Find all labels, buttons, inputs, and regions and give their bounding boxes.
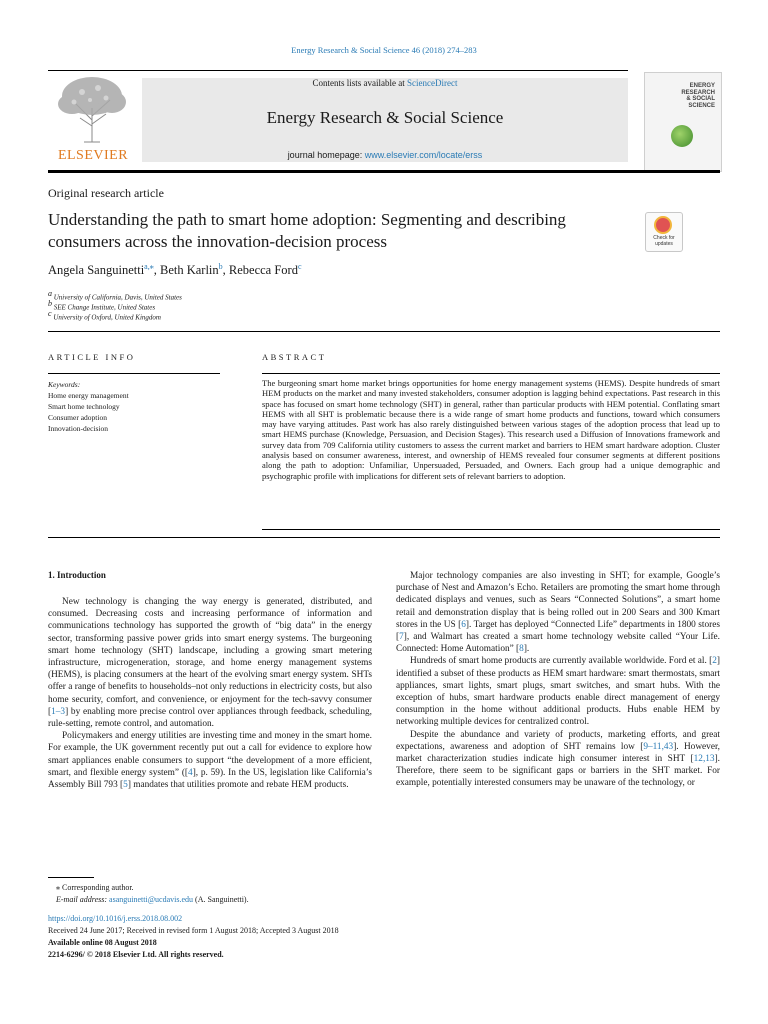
elsevier-logo[interactable] bbox=[48, 74, 138, 164]
right-column bbox=[396, 570, 720, 790]
article-title: Understanding the path to smart home adoption: Segmenting and describing consumers across the innovation-decision process bbox=[48, 210, 566, 251]
journal-banner bbox=[142, 78, 628, 162]
author-email-link[interactable]: asanguinetti@ucdavis.edu bbox=[109, 895, 194, 904]
author-affiliation-mark[interactable]: a,⁎ bbox=[144, 262, 154, 271]
contents-availability: Contents lists available at ScienceDirect bbox=[312, 78, 458, 88]
reference-link[interactable]: 4 bbox=[188, 767, 193, 778]
abstract-bottom-divider bbox=[262, 529, 720, 530]
keyword: Innovation-decision bbox=[48, 424, 108, 433]
keywords-label: Keywords: bbox=[48, 380, 81, 389]
author-affiliation-mark[interactable]: b bbox=[218, 262, 223, 271]
body-paragraph: Major technology companies are also investing in SHT; for example, Google’s purchase of Nest and Amazon’s Echo. Retailers are promoting the smart home through dedicated displays and venues, such as Sears “Connected Solutions”, a smart home retail and demonstration display that is being rolled out in 200 Sears and 300 Kmart stores in the US [6]. Target has deployed “Connected Life” departments in 1800 stores [7], and Walmart has created a smart home technology website called “Your Life. Connected: Home Automation” [8]. bbox=[396, 571, 720, 655]
abstract-heading: ABSTRACT bbox=[262, 352, 327, 362]
keyword: Consumer adoption bbox=[48, 413, 107, 422]
journal-citation[interactable]: Energy Research & Social Science 46 (2018) 274–283 bbox=[291, 45, 477, 55]
reference-link[interactable]: 1–3 bbox=[51, 706, 66, 717]
journal-cover-thumbnail[interactable] bbox=[644, 72, 722, 172]
keywords-block bbox=[48, 379, 129, 434]
author-name[interactable]: Angela Sanguinetti bbox=[48, 263, 145, 278]
check-for-updates-badge[interactable] bbox=[645, 212, 683, 252]
footnote: ⁎ Corresponding author. E-mail address: asanguinetti@ucdavis.edu (A. Sanguinetti). bbox=[56, 883, 249, 904]
cover-globe-icon bbox=[671, 125, 693, 147]
sciencedirect-link[interactable]: ScienceDirect bbox=[407, 78, 458, 88]
article-type: Original research article bbox=[48, 186, 164, 200]
reference-link[interactable]: 2 bbox=[712, 656, 717, 667]
publisher-name: ELSEVIER bbox=[57, 148, 129, 163]
received-dates: Received 24 June 2017; Received in revised form 1 August 2018; Accepted 3 August 2018 bbox=[48, 926, 339, 935]
author-list: Angela Sanguinetti$^{a,⁎}$, Beth Karlin$^b$, Rebecca Ford$^c$ bbox=[48, 262, 302, 278]
corresponding-author-label: Corresponding author. bbox=[62, 883, 134, 892]
left-column bbox=[48, 596, 372, 791]
reference-link[interactable]: 9–11,43 bbox=[643, 741, 674, 752]
section-heading: 1. Introduction bbox=[48, 570, 106, 580]
body-divider bbox=[48, 537, 720, 538]
reference-link[interactable]: 6 bbox=[461, 619, 466, 630]
body-paragraph: New technology is changing the way energy is generated, distributed, and consumed. Decreasing costs and increasing performance of information and communications technology has supported the growth of “big data” in the energy sector, transforming passive power grids into smart energy systems. The burgeoning smart home technology (SHT) landscape, including a growing smart metering infrastructure, microgeneration, storage, and home energy management systems (HEMS), is placing consumers at the heart of the evolving smart energy system. SHTs offer a range of benefits to households–not only reductions in electricity costs, but also home security, comfort, and convenience, or enjoyment for the tech-savvy consumer [1–3] by enabling more precise control over appliances through feedback, scheduling, rule-setting, remote control, and automation. bbox=[48, 597, 372, 730]
author-affiliation-mark[interactable]: c bbox=[297, 262, 302, 271]
abstract-divider bbox=[262, 373, 720, 374]
article-info-heading: ARTICLE INFO bbox=[48, 352, 136, 362]
keyword: Smart home technology bbox=[48, 402, 120, 411]
article-info-divider bbox=[48, 373, 220, 374]
publication-info bbox=[48, 913, 339, 961]
tree-logo-icon bbox=[54, 74, 130, 144]
affiliation: $^c$ University of Oxford, United Kingdom bbox=[48, 309, 161, 322]
journal-homepage: journal homepage: www.elsevier.com/locate/erss bbox=[287, 150, 483, 160]
author-name[interactable]: Beth Karlin bbox=[159, 263, 219, 278]
header-thick-divider bbox=[48, 170, 720, 173]
body-paragraph: Hundreds of smart home products are currently available worldwide. Ford et al. [2] identified a subset of these products as HEM smart hardware: smart thermostats, smart appliances, smart lights, smart plugs, smart switches, and smart hubs. With the exception of hubs, smart hardware products enable direct management of energy consumption in the home without additional products. Hubs enable HEM by networking multiple devices for centralized control. bbox=[396, 656, 720, 728]
body-paragraph: Policymakers and energy utilities are investing time and money in the smart home. For example, the UK government recently put out a call for evidence to explore how smart appliances enable consumers to support “the development of a more efficient, smart, and flexible energy system” ([4], p. 59). In the US, legislation like California’s Assembly Bill 793 [5] mandates that utilities promote and rebate HEM products. bbox=[48, 731, 372, 791]
section-divider bbox=[48, 331, 720, 332]
keyword: Home energy management bbox=[48, 391, 129, 400]
available-online: Available online 08 August 2018 bbox=[48, 938, 157, 947]
doi-link[interactable]: https://doi.org/10.1016/j.erss.2018.08.002 bbox=[48, 914, 183, 923]
body-paragraph: Despite the abundance and variety of products, marketing efforts, and great expectations, awareness and adoption of SHT remains low [9–11,43]. However, market characterization studies indicate high consumer interest in SHT [12,13]. Therefore, there seem to be significant gaps or barriers in the SHT market. For example, potentially interested consumers may be unaware of the technology, or bbox=[396, 729, 720, 789]
footnote-divider bbox=[48, 877, 94, 878]
copyright: 2214-6296/ © 2018 Elsevier Ltd. All rights reserved. bbox=[48, 950, 224, 959]
affiliation: $^b$ SEE Change Institute, United States bbox=[48, 299, 156, 312]
journal-name: Energy Research & Social Science bbox=[266, 108, 504, 127]
check-updates-icon bbox=[654, 216, 672, 234]
reference-link[interactable]: 8 bbox=[519, 644, 524, 655]
cover-title: ENERGY RESEARCH & SOCIAL SCIENCE bbox=[681, 83, 715, 109]
abstract-text: The burgeoning smart home market brings opportunities for home energy management systems (HEMS). Despite hundreds of smart HEM products on the market and many invested stakeholders, consumer adoption is lagging behind expectations. Past research in this space has focused on smart home technology (SHT) in general, rather than particular products with HEM potential. Conflating smart HEMS with all SHT is problematic because there is a wide range of smart home products and functions, toward which consumers may have varying attitudes. Past work has also rarely distinguished between various stages of the adoption process that lead up to smart HEMS purchase (Knowledge, Persuasion, and Decision Stages). This research used a Diffusion of Innovations framework and survey data from 709 California utility customers to assess the current market and barriers to HEM smart hardware adoption. Cluster analysis based on consumer awareness, interest, and ownership of HEMS revealed four consumer segments at different positions along the path to adoption: Unfamiliar, Unpersuaded, Persuaded, and Owners. Each group had a unique demographic and psychographic profile with implications for different sets of relevant barriers to adoption. bbox=[262, 378, 720, 481]
reference-link[interactable]: 5 bbox=[123, 780, 128, 791]
reference-link[interactable]: 12,13 bbox=[693, 754, 715, 765]
affiliation: $^a$ University of California, Davis, United States bbox=[48, 289, 182, 302]
reference-link[interactable]: 7 bbox=[399, 632, 404, 643]
homepage-link[interactable]: www.elsevier.com/locate/erss bbox=[364, 150, 483, 160]
header-divider bbox=[48, 70, 628, 71]
author-name[interactable]: Rebecca Ford bbox=[228, 263, 298, 278]
check-updates-label: Check for updates bbox=[653, 235, 675, 247]
